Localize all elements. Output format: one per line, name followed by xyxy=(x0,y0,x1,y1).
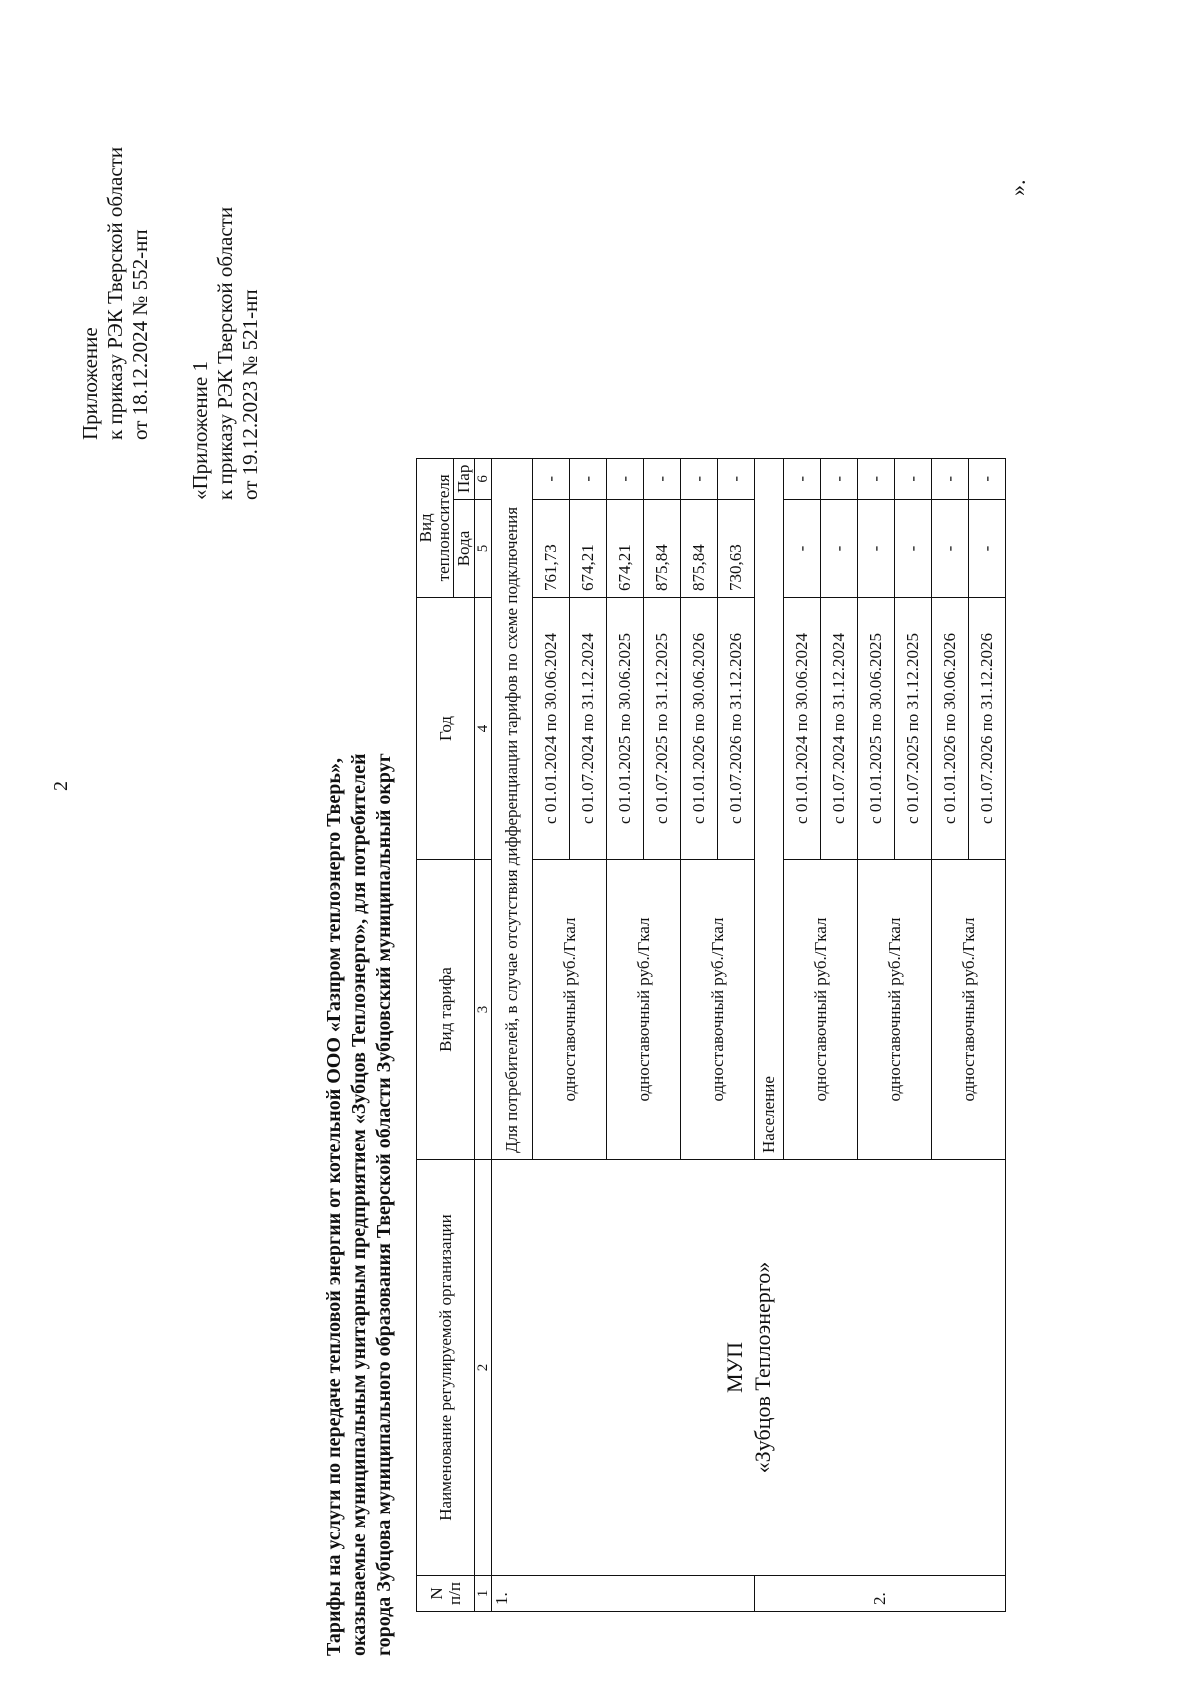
water-value: 875,84 xyxy=(644,500,681,598)
water-value: - xyxy=(895,500,932,598)
tariff-type-cell: одноставочный руб./Гкал xyxy=(932,860,1006,1160)
section-number: 2. xyxy=(755,1576,1006,1612)
period-cell: с 01.01.2026 по 30.06.2026 xyxy=(932,598,969,860)
org-name-line1: МУП xyxy=(721,1341,747,1394)
section-label: Для потребителей, в случае отсутствия дифференциации тарифов по схеме подключения xyxy=(492,458,533,1159)
closing-quote-mark: ». xyxy=(1005,179,1030,196)
water-value: 730,63 xyxy=(718,500,755,598)
header-row xyxy=(417,458,454,1611)
column-index: 2 xyxy=(475,1160,492,1576)
organization-cell xyxy=(492,1160,1006,1576)
period-cell: с 01.01.2024 по 30.06.2024 xyxy=(533,598,570,860)
period-cell: с 01.07.2025 по 31.12.2025 xyxy=(644,598,681,860)
period-cell: с 01.01.2025 по 30.06.2025 xyxy=(858,598,895,860)
water-value: - xyxy=(932,500,969,598)
appendix-current-line1: Приложение xyxy=(78,327,102,440)
title-line3: города Зубцова муниципального образования Тверской области Зубцовский муниципальный округ xyxy=(373,753,395,1656)
section-row xyxy=(492,458,533,1611)
period-cell: с 01.07.2025 по 31.12.2025 xyxy=(895,598,932,860)
water-value: - xyxy=(784,500,821,598)
column-index: 4 xyxy=(475,598,492,860)
header-num: N п/п xyxy=(417,1576,475,1612)
steam-value: - xyxy=(821,458,858,499)
header-org: Наименование регулируемой организации xyxy=(417,1160,475,1576)
steam-value: - xyxy=(858,458,895,499)
steam-value: - xyxy=(784,458,821,499)
period-cell: с 01.07.2026 по 31.12.2026 xyxy=(969,598,1006,860)
title-line2: оказываемые муниципальным унитарным предприятием «Зубцов Теплоэнерго», для потребителей xyxy=(348,753,370,1656)
appendix-current-line3: от 18.12.2024 № 552-нп xyxy=(128,229,152,440)
water-value: 674,21 xyxy=(607,500,644,598)
period-cell: с 01.07.2024 по 31.12.2024 xyxy=(570,598,607,860)
tariff-type-cell: одноставочный руб./Гкал xyxy=(607,860,681,1160)
section-number: 1. xyxy=(492,1576,755,1612)
column-index: 1 xyxy=(475,1576,492,1612)
tariff-type-cell: одноставочный руб./Гкал xyxy=(533,860,607,1160)
column-index: 3 xyxy=(475,860,492,1160)
water-value: 674,21 xyxy=(570,500,607,598)
header-steam: Пар xyxy=(454,458,475,499)
appendix-previous-line2: к приказу РЭК Тверской области xyxy=(213,206,237,500)
steam-value: - xyxy=(644,458,681,499)
header-year: Год xyxy=(417,598,475,860)
appendix-current-line2: к приказу РЭК Тверской области xyxy=(103,146,127,440)
column-index-row xyxy=(475,458,492,1611)
appendix-previous-line3: от 19.12.2023 № 521-нп xyxy=(238,289,262,500)
water-value: - xyxy=(821,500,858,598)
appendix-previous-line1: «Приложение 1 xyxy=(188,361,212,500)
water-value: 875,84 xyxy=(681,500,718,598)
column-index: 6 xyxy=(475,458,492,499)
steam-value: - xyxy=(895,458,932,499)
water-value: - xyxy=(969,500,1006,598)
steam-value: - xyxy=(607,458,644,499)
period-cell: с 01.01.2026 по 30.06.2026 xyxy=(681,598,718,860)
period-cell: с 01.07.2024 по 31.12.2024 xyxy=(821,598,858,860)
org-name-line2: «Зубцов Теплоэнерго» xyxy=(749,1261,775,1474)
appendix-current xyxy=(78,147,153,440)
header-water: Вода xyxy=(454,500,475,598)
tariff-type-cell: одноставочный руб./Гкал xyxy=(784,860,858,1160)
water-value: - xyxy=(858,500,895,598)
steam-value: - xyxy=(718,458,755,499)
title-line1: Тарифы на услуги по передаче тепловой энергии от котельной ООО «Газпром теплоэнерго Тверь», xyxy=(323,758,345,1656)
document-title xyxy=(322,206,397,1656)
tariff-type-cell: одноставочный руб./Гкал xyxy=(858,860,932,1160)
steam-value: - xyxy=(681,458,718,499)
column-index: 5 xyxy=(475,500,492,598)
steam-value: - xyxy=(932,458,969,499)
period-cell: с 01.07.2026 по 31.12.2026 xyxy=(718,598,755,860)
water-value: 761,73 xyxy=(533,500,570,598)
steam-value: - xyxy=(533,458,570,499)
page-number: 2 xyxy=(50,781,72,791)
steam-value: - xyxy=(570,458,607,499)
section-label: Население xyxy=(755,458,784,1159)
period-cell: с 01.01.2025 по 30.06.2025 xyxy=(607,598,644,860)
header-tariff-type: Вид тарифа xyxy=(417,860,475,1160)
header-carrier: Вид теплоносителя xyxy=(417,458,454,597)
steam-value: - xyxy=(969,458,1006,499)
period-cell: с 01.01.2024 по 30.06.2024 xyxy=(784,598,821,860)
tariff-type-cell: одноставочный руб./Гкал xyxy=(681,860,755,1160)
tariff-table xyxy=(416,458,1006,1612)
appendix-previous xyxy=(188,207,263,500)
